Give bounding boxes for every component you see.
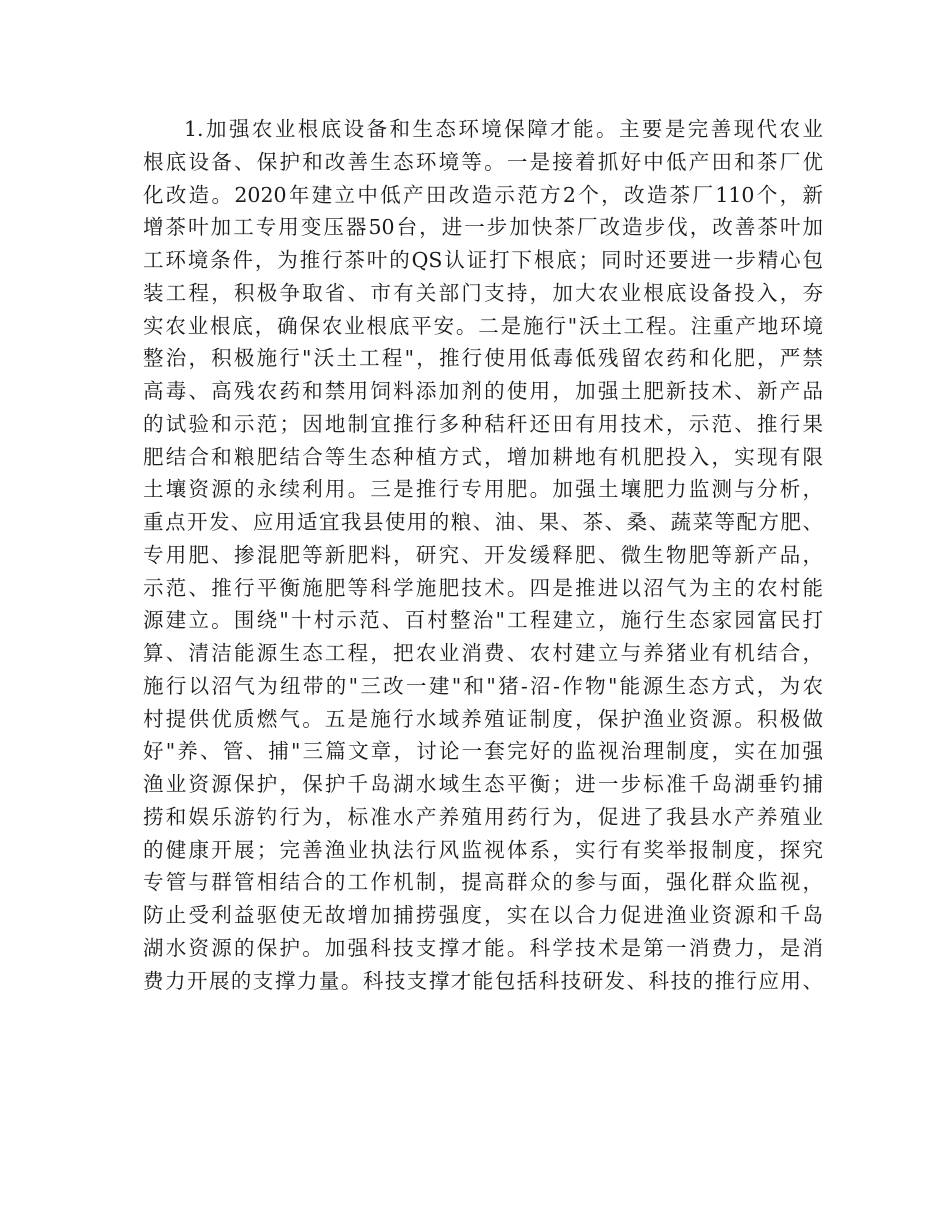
text-line: 渔业资源保护，保护千岛湖水域生态平衡；进一步标准千岛湖垂钓捕 (143, 772, 823, 796)
text-line: 源建立。围绕"十村示范、百村整治"工程建立，施行生态家园富民打 (143, 608, 823, 633)
text-line: 增茶叶加工专用变压器50台，进一步加快茶厂改造步伐，改善茶叶加 (143, 215, 823, 240)
text-line: 装工程，积极争取省、市有关部门支持，加大农业根底设备投入，夯 (143, 280, 823, 305)
body-paragraph (143, 113, 823, 997)
text-line: 算、清洁能源生态工程，把农业消费、农村建立与养猪业有机结合， (143, 641, 823, 665)
text-line: 捞和娱乐游钓行为，标准水产养殖用药行为，促进了我县水产养殖业 (143, 804, 823, 829)
text-line: 费力开展的支撑力量。科技支撑才能包括科技研发、科技的推行应用、 (143, 968, 823, 993)
text-line: 肥结合和粮肥结合等生态种植方式，增加耕地有机肥投入，实现有限 (143, 444, 823, 469)
text-line: 整治，积极施行"沃土工程"，推行使用低毒低残留农药和化肥，严禁 (143, 346, 823, 371)
text-line: 工环境条件，为推行茶叶的QS认证打下根底；同时还要进一步精心包 (143, 248, 823, 272)
text-line: 好"养、管、捕"三篇文章，讨论一套完好的监视治理制度，实在加强 (143, 739, 823, 764)
text-line: 专管与群管相结合的工作机制，提高群众的参与面，强化群众监视， (143, 870, 823, 895)
text-line: 湖水资源的保护。加强科技支撑才能。科学技术是第一消费力，是消 (143, 935, 823, 960)
text-line: 防止受利益驱使无故增加捕捞强度，实在以合力促进渔业资源和千岛 (143, 903, 823, 927)
text-line: 1.加强农业根底设备和生态环境保障才能。主要是完善现代农业 (184, 117, 823, 141)
text-line: 施行以沼气为纽带的"三改一建"和"猪-沼-作物"能源生态方式，为农 (143, 673, 823, 698)
text-line: 根底设备、保护和改善生态环境等。一是接着抓好中低产田和茶厂优 (143, 149, 823, 174)
text-line: 化改造。2020年建立中低产田改造示范方2个，改造茶厂110个，新 (143, 182, 823, 207)
text-line: 土壤资源的永续利用。三是推行专用肥。加强土壤肥力监测与分析， (143, 477, 823, 502)
text-line: 重点开发、应用适宜我县使用的粮、油、果、茶、桑、蔬菜等配方肥、 (143, 510, 823, 534)
text-line: 高毒、高残农药和禁用饲料添加剂的使用，加强土肥新技术、新产品 (143, 379, 823, 403)
text-line: 村提供优质燃气。五是施行水域养殖证制度，保护渔业资源。积极做 (143, 706, 823, 731)
text-line: 实农业根底，确保农业根底平安。二是施行"沃土工程。注重产地环境 (143, 313, 823, 338)
text-line: 专用肥、掺混肥等新肥料，研究、开发缓释肥、微生物肥等新产品， (143, 542, 823, 567)
text-line: 示范、推行平衡施肥等科学施肥技术。四是推进以沼气为主的农村能 (143, 575, 823, 600)
text-line: 的试验和示范；因地制宜推行多种秸秆还田有用技术，示范、推行果 (143, 411, 823, 436)
text-line: 的健康开展；完善渔业执法行风监视体系，实行有奖举报制度，探究 (143, 837, 823, 862)
